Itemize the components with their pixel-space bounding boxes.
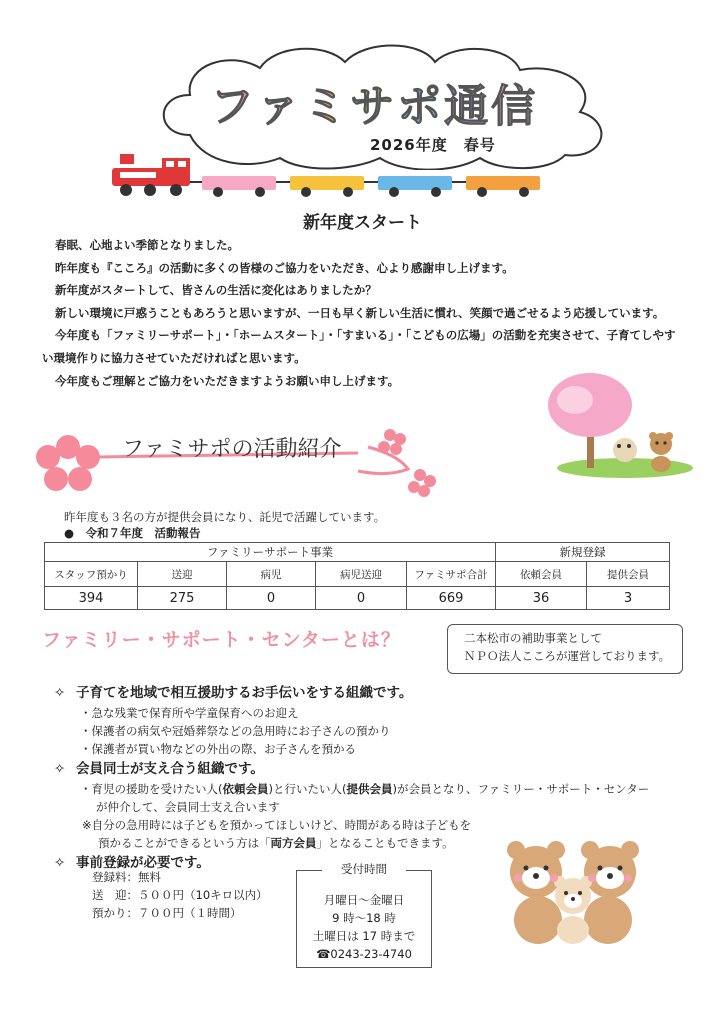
hours-line: 土曜日は 17 時まで [312,929,416,943]
title-char: ァ [256,81,304,132]
list-item: ・保護者の病気や冠婚葬祭などの急用時にお子さんの預かり [80,724,391,738]
hours-line: 9 時～18 時 [332,911,396,925]
intro-heading: 新年度スタート [303,213,422,233]
intro-paragraph: 春眠、心地よい季節となりました。 [55,238,239,252]
member-note: ※自分の急用時には子どもを預かってほしいけど、時間がある時は子どもを [82,818,472,832]
table-cell: 0 [316,587,407,610]
fee-item: 登録料：無料 [92,870,161,884]
table-cell: 669 [407,587,496,610]
table-column-header: スタッフ預かり [45,562,138,587]
table-column-header: 送迎 [138,562,227,587]
newsletter-title [210,70,570,130]
section-heading: ✧ 会員同士が支え合う組織です。 [54,758,694,780]
intro-text [42,234,682,392]
table-cell: 3 [587,587,670,610]
table-column-header: 病児 [227,562,316,587]
phone-number: ☎0243-23-4740 [316,947,412,961]
table-cell: 0 [227,587,316,610]
activity-note: 昨年度も３名の方が提供会員になり、託児で活躍しています。 [64,510,386,524]
section-heading: ✧ 子育てを地域で相互援助するお手伝いをする組織です。 [54,682,694,704]
diamond-bullet-icon: ✧ [54,761,66,777]
operator-line: ＮＰＯ法人こころが運営しております。 [464,649,671,663]
issue-label: 2026年度 春号 [370,136,496,154]
train-illustration [110,152,550,198]
reception-hours-label: 受付時間 [322,861,406,877]
title-char: フ [210,81,257,132]
hours-line: 月曜日～金曜日 [323,893,405,907]
reception-hours-box [296,870,432,968]
list-item: ・急な残業で保育所や学童保育へのお迎え [80,706,299,720]
intro-paragraph: 今年度も「ファミリーサポート」・「ホームスタート」・「すまいる」・「こどもの広場」の活動を充実させて、子育てしやすい環境作りに協力させていただければと思います。 [42,328,676,365]
table-cell: 394 [45,587,138,610]
report-title: ● 令和７年度 活動報告 [64,526,201,540]
intro-paragraph: 今年度もご理解とご協力をいただきますようお願い申し上げます。 [55,373,400,388]
list-item: が仲介して、会員同士支え合います [96,800,280,814]
operator-line: 二本松市の補助事業として [464,631,602,645]
title-char: サ [350,81,398,132]
diamond-bullet-icon: ✧ [54,685,66,701]
intro-paragraph: 新しい環境に戸惑うこともあろうと思いますが、一日も早く新しい生活に慣れ、笑顔で過ごせるよう応援しています。 [55,305,665,320]
table-cell: 36 [496,587,587,610]
table-column-header: 提供会員 [587,562,670,587]
fee-item: 送 迎：５００円（10キロ以内） [92,888,268,902]
section-heading: ✧ 事前登録が必要です。 [54,852,694,874]
table-column-header: 病児送迎 [316,562,407,587]
member-note: 預かることができるという方は「両方会員」となることもできます。 [98,836,454,850]
fee-list [92,868,268,922]
list-item: ・育児の援助を受けたい人(依頼会員)と行いたい人(提供会員)が会員となり、ファミリー・サポート・センター [80,782,650,796]
fsc-section-title: ファミリー・サポート・センターとは？ [42,629,401,651]
intro-paragraph: 昨年度も『こころ』の活動に多くの皆様のご協力をいただき、心より感謝申し上げます。 [55,260,514,275]
bears-illustration [498,838,648,948]
table-column-header: 依頼会員 [496,562,587,587]
diamond-bullet-icon: ✧ [54,855,66,871]
table-group-header: ファミリーサポート事業 [45,543,496,562]
title-char: ミ [303,81,351,132]
table-group-header: 新規登録 [496,543,670,562]
activity-report-table [44,542,670,610]
title-char: ポ [397,81,445,132]
activity-section-title: ファミサポの活動紹介 [122,437,342,462]
title-char: 通 [444,81,492,132]
fee-item: 預かり：７００円（１時間） [92,906,242,920]
cherry-tree-illustration [545,370,695,480]
list-item: ・保護者が買い物などの外出の際、お子さんを預かる [80,742,356,756]
table-cell: 275 [138,587,227,610]
intro-paragraph: 新年度がスタートして、皆さんの生活に変化はありましたか？ [55,283,377,298]
operator-box [447,624,683,674]
title-char: 信 [491,81,539,132]
table-column-header: ファミサポ合計 [407,562,496,587]
